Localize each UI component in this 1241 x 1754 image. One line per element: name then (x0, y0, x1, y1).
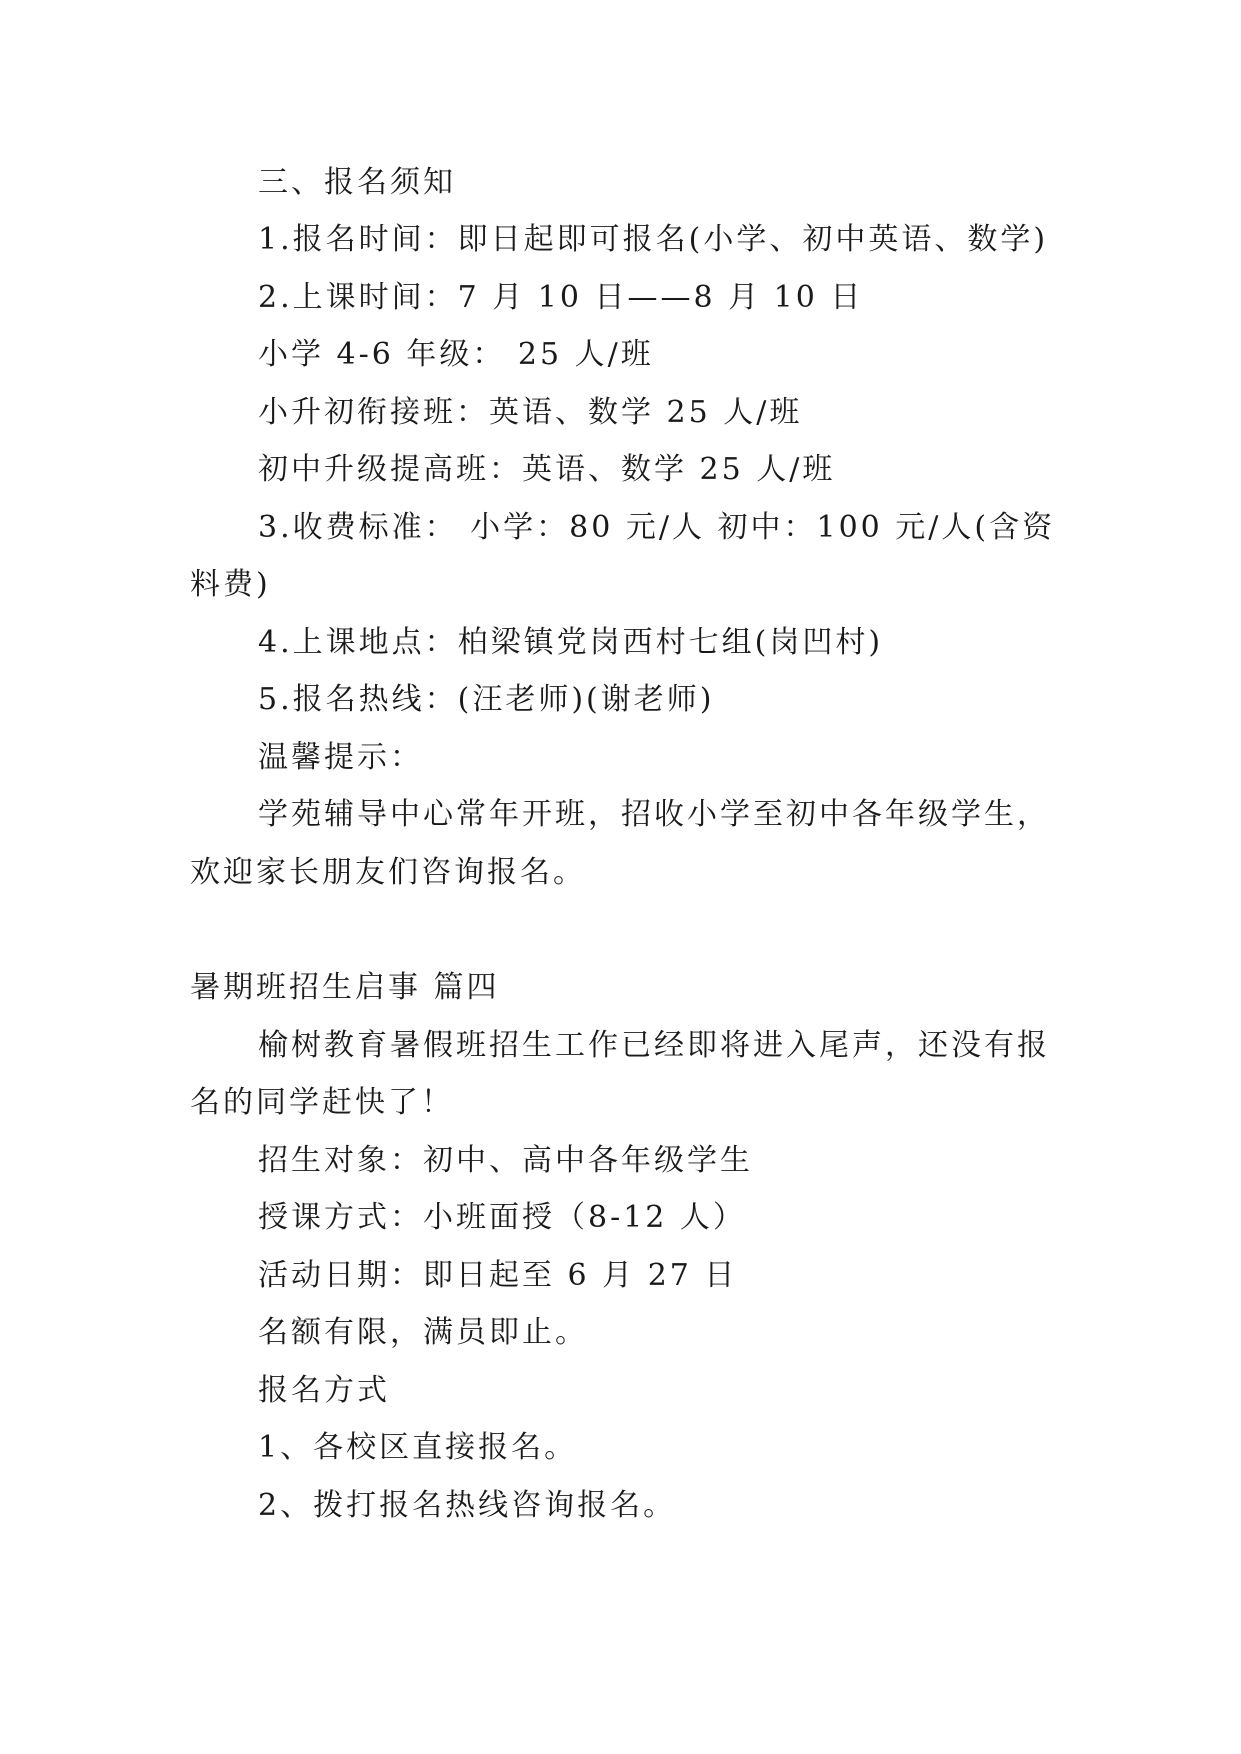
registration-method-2: 2、拨打报名热线咨询报名。 (258, 1488, 677, 1523)
class-size-transition: 小升初衔接班：英语、数学 25 人/班 (258, 395, 803, 430)
intro-text: 榆树教育暑假班招生工作已经即将进入尾声，还没有报 (258, 1028, 1050, 1063)
class-size-primary: 小学 4-6 年级： 25 人/班 (258, 337, 654, 372)
intro-text-cont: 名的同学赶快了！ (190, 1085, 454, 1120)
registration-time: 1.报名时间：即日起即可报名(小学、初中英语、数学) (258, 222, 1049, 257)
activity-date: 活动日期：即日起至 6 月 27 日 (258, 1258, 738, 1293)
tip-text-cont: 欢迎家长朋友们咨询报名。 (190, 855, 586, 890)
article-title: 暑期班招生启事 篇四 (190, 970, 500, 1005)
fee-standard-cont: 料费) (190, 567, 271, 602)
hotline: 5.报名热线：(汪老师)(谢老师) (258, 682, 715, 717)
limited-seats: 名额有限，满员即止。 (258, 1315, 588, 1350)
registration-method-label: 报名方式 (258, 1373, 390, 1408)
teaching-method: 授课方式：小班面授（8-12 人） (258, 1200, 746, 1235)
fee-standard: 3.收费标准： 小学：80 元/人 初中：100 元/人(含资 (258, 510, 1056, 545)
class-size-junior: 初中升级提高班：英语、数学 25 人/班 (258, 452, 836, 487)
registration-method-1: 1、各校区直接报名。 (258, 1430, 578, 1465)
tip-text: 学苑辅导中心常年开班，招收小学至初中各年级学生， (258, 797, 1050, 832)
class-location: 4.上课地点：柏梁镇党岗西村七组(岗凹村) (258, 625, 884, 660)
tip-label: 温馨提示： (258, 740, 423, 775)
enrollment-target: 招生对象：初中、高中各年级学生 (258, 1143, 753, 1178)
class-time: 2.上课时间：7 月 10 日——8 月 10 日 (258, 280, 864, 315)
section-heading: 三、报名须知 (258, 165, 456, 200)
